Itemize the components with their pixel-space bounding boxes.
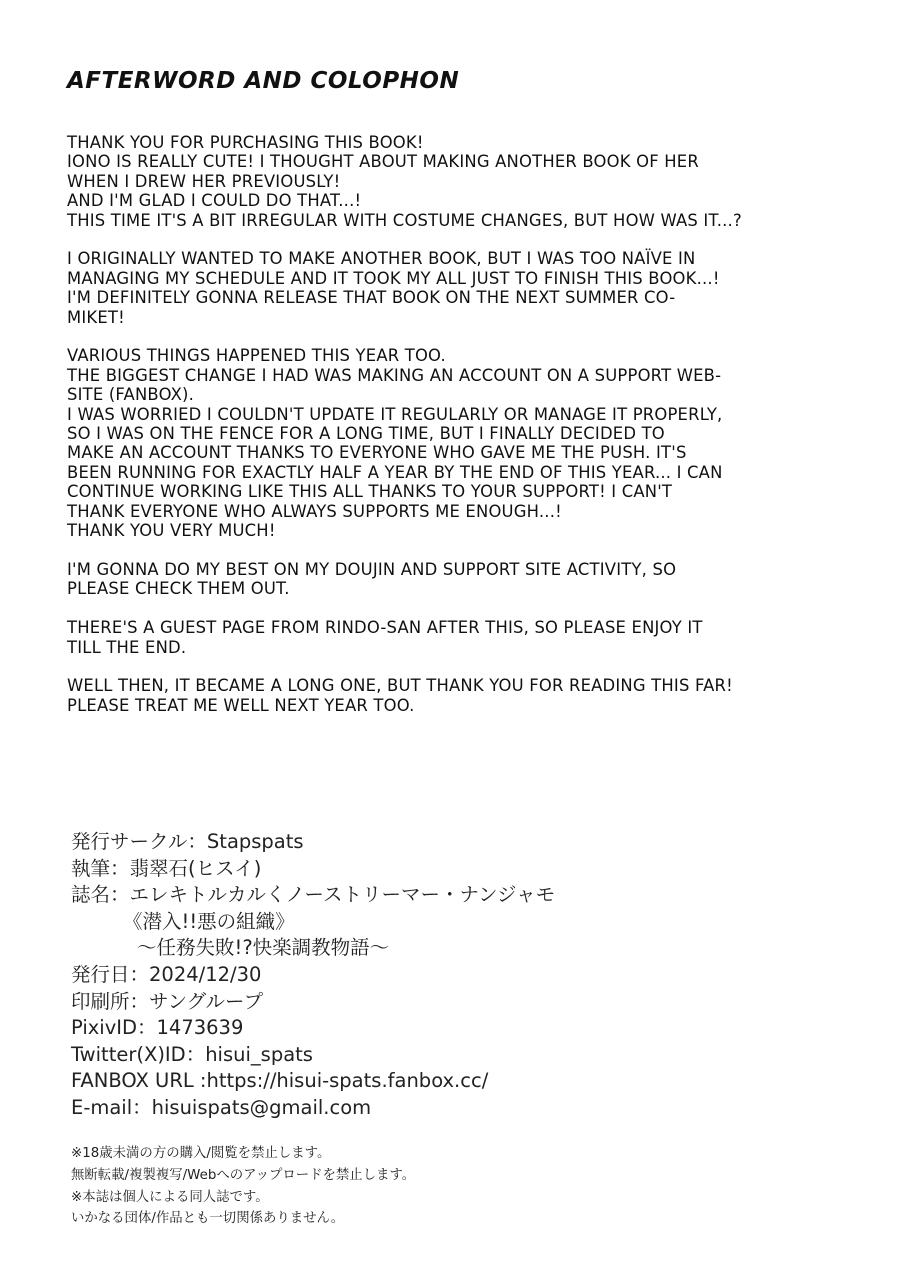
text-line: I ORIGINALLY WANTED TO MAKE ANOTHER BOOK, BUT I WAS TOO NAÏVE IN: [67, 249, 696, 269]
paragraph: [67, 618, 857, 657]
colophon-fanbox-url: FANBOX URL :https://hisui-spats.fanbox.cc/: [71, 1069, 489, 1093]
colophon-book-subtitle: 〜任務失敗!?快楽調教物語〜: [137, 936, 390, 960]
colophon-book-subtitle: 《潜入!!悪の組織》: [123, 909, 295, 933]
legal-notice: [71, 1143, 415, 1230]
text-line: WELL THEN, IT BECAME A LONG ONE, BUT THANK YOU FOR READING THIS FAR!: [67, 676, 733, 696]
afterword-body: [67, 133, 857, 735]
text-line: PLEASE CHECK THEM OUT.: [67, 579, 290, 599]
colophon-book-title: 誌名：エレキトルカルくノーストリーマー・ナンジャモ: [71, 883, 556, 907]
text-line: THANK YOU VERY MUCH!: [67, 521, 276, 541]
notice-line: ※18歳未満の方の購入/閲覧を禁止します。: [71, 1146, 331, 1161]
text-line: AND I'M GLAD I COULD DO THAT...!: [67, 191, 362, 211]
text-line: TILL THE END.: [67, 637, 187, 657]
text-line: THANK EVERYONE WHO ALWAYS SUPPORTS ME ENOUGH...!: [67, 501, 562, 521]
notice-line: 無断転載/複製複写/Webへのアップロードを禁止します。: [71, 1167, 416, 1183]
text-line: I'M DEFINITELY GONNA RELEASE THAT BOOK ON THE NEXT SUMMER CO-: [67, 288, 676, 308]
colophon-printer: 印刷所：サングループ: [71, 989, 264, 1013]
paragraph: [67, 676, 857, 715]
text-line: IONO IS REALLY CUTE! I THOUGHT ABOUT MAKING ANOTHER BOOK OF HER: [67, 152, 699, 172]
notice-line: ※本誌は個人による同人誌です。: [71, 1189, 269, 1205]
colophon-date: 発行日：2024/12/30: [71, 962, 262, 986]
text-line: THE BIGGEST CHANGE I HAD WAS MAKING AN ACCOUNT ON A SUPPORT WEB-: [67, 365, 722, 385]
text-line: CONTINUE WORKING LIKE THIS ALL THANKS TO YOUR SUPPORT! I CAN'T: [67, 482, 673, 502]
text-line: THERE'S A GUEST PAGE FROM RINDO-SAN AFTER THIS, SO PLEASE ENJOY IT: [67, 618, 703, 638]
paragraph: [67, 346, 857, 540]
text-line: PLEASE TREAT ME WELL NEXT YEAR TOO.: [67, 695, 415, 715]
text-line: VARIOUS THINGS HAPPENED THIS YEAR TOO.: [67, 346, 446, 366]
text-line: SO I WAS ON THE FENCE FOR A LONG TIME, BUT I FINALLY DECIDED TO: [67, 424, 665, 444]
text-line: MANAGING MY SCHEDULE AND IT TOOK MY ALL JUST TO FINISH THIS BOOK...!: [67, 268, 720, 288]
text-line: THIS TIME IT'S A BIT IRREGULAR WITH COSTUME CHANGES, BUT HOW WAS IT...?: [67, 210, 742, 230]
colophon-author: 執筆：翡翠石(ヒスイ): [71, 856, 262, 880]
text-line: MAKE AN ACCOUNT THANKS TO EVERYONE WHO GAVE ME THE PUSH. IT'S: [67, 443, 687, 463]
text-line: SITE (FANBOX).: [67, 385, 195, 405]
paragraph: [67, 249, 857, 327]
page-title: AFTERWORD AND COLOPHON: [67, 68, 460, 94]
text-line: THANK YOU FOR PURCHASING THIS BOOK!: [67, 133, 424, 152]
text-line: I WAS WORRIED I COULDN'T UPDATE IT REGULARLY OR MANAGE IT PROPERLY,: [67, 404, 723, 424]
colophon-email: E-mail：hisuispats@gmail.com: [71, 1095, 372, 1119]
paragraph: [67, 560, 857, 599]
colophon-twitter: Twitter(X)ID：hisui_spats: [71, 1042, 313, 1066]
text-line: BEEN RUNNING FOR EXACTLY HALF A YEAR BY THE END OF THIS YEAR... I CAN: [67, 462, 723, 482]
colophon-circle: 発行サークル：Stapspats: [71, 830, 304, 853]
colophon-pixiv: PixivID：1473639: [71, 1016, 244, 1040]
text-line: WHEN I DREW HER PREVIOUSLY!: [67, 171, 341, 191]
text-line: MIKET!: [67, 307, 125, 327]
text-line: I'M GONNA DO MY BEST ON MY DOUJIN AND SUPPORT SITE ACTIVITY, SO: [67, 559, 677, 579]
notice-line: いかなる団体/作品とも一切関係ありません。: [71, 1211, 345, 1227]
colophon: [71, 829, 555, 1122]
paragraph: [67, 133, 857, 230]
